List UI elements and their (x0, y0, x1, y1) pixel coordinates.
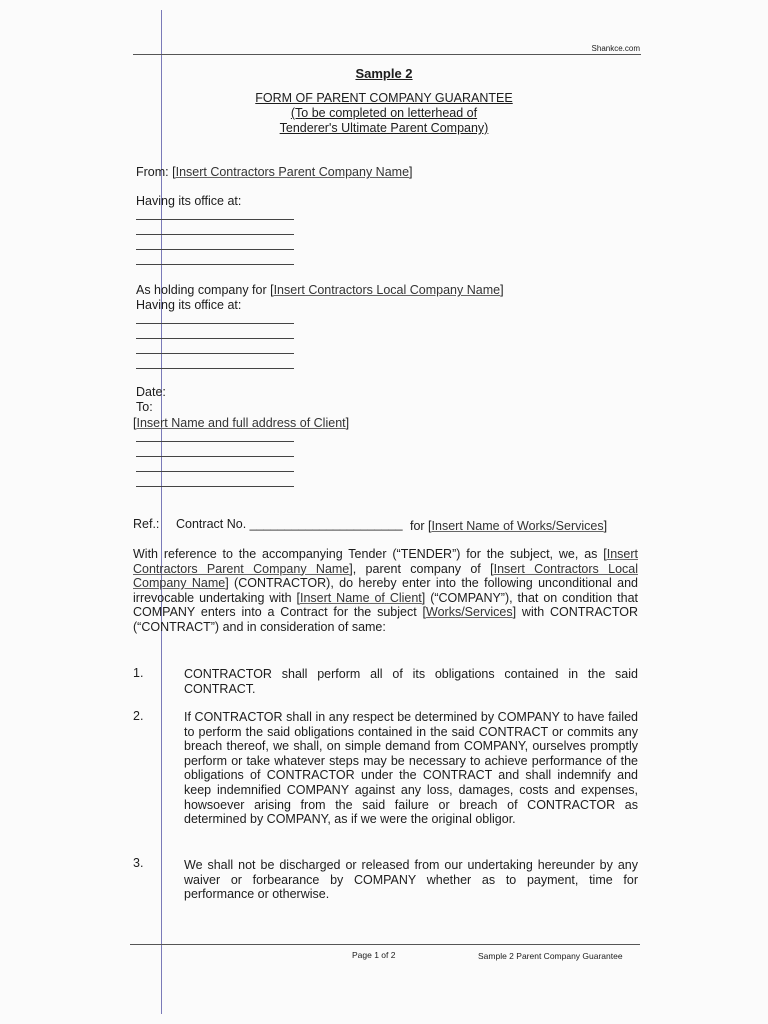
ref-label: Ref.: (133, 517, 160, 531)
contract-no: Contract No. ______________________ (176, 517, 403, 531)
clause-number: 3. (133, 856, 144, 870)
address-blank (136, 456, 294, 457)
holding-placeholder: Insert Contractors Local Company Name (273, 283, 501, 297)
intro-text: ] (CONTRACTOR), do hereby enter into the following unconditional and irrevocable undertaking with [ (133, 576, 638, 605)
address-blank (136, 353, 294, 354)
to-label: To: (136, 400, 153, 414)
address-blank (136, 338, 294, 339)
client-line (133, 416, 349, 430)
client-placeholder: Insert Name and full address of Client (136, 416, 346, 430)
address-blank (136, 471, 294, 472)
address-blank (136, 264, 294, 265)
address-blank (136, 486, 294, 487)
address-blank (136, 441, 294, 442)
clause-text: If CONTRACTOR shall in any respect be determined by COMPANY to have failed to perform the said obligations contained in the said CONTRACT or commits any breach thereof, we shall, on simple demand from COMPANY, ourselves promptly perform or take whatever steps may be necessary to achieve performance of the obligations of CONTRACTOR under the CONTRACT and shall indemnify and keep indemnified COMPANY against any loss, damages, costs and expenses, howsoever arising from the said failure or breach of CONTRACTOR as determined by COMPANY, as if we were the original obligor. (184, 710, 638, 827)
header-rule (133, 54, 641, 55)
works-line (410, 519, 607, 533)
holding-label: As holding company for [ (136, 283, 274, 297)
clause-text: CONTRACTOR shall perform all of its obligations contained in the said CONTRACT. (184, 667, 638, 696)
address-blank (136, 219, 294, 220)
margin-line (161, 10, 162, 1014)
intro-paragraph (133, 547, 638, 635)
office-label-2: Having its office at: (136, 298, 242, 312)
intro-text: ] (“COMPANY”), that on condition that COMPANY enters into a Contract for the subject [ (133, 590, 638, 620)
from-placeholder: Insert Contractors Parent Company Name (175, 165, 410, 179)
address-blank (136, 323, 294, 324)
intro-text: ] with CONTRACTOR (“CONTRACT”) and in consideration of same: (133, 605, 638, 634)
footer-rule (130, 944, 640, 945)
holding-close: ] (500, 283, 504, 297)
intro-placeholder-local: Insert Contractors Local Company Name (133, 561, 638, 591)
intro-text: With reference to the accompanying Tender (“TENDER”) for the subject, we, as [ (133, 547, 607, 561)
clause-number: 1. (133, 666, 144, 680)
works-close: ] (603, 519, 608, 533)
office-label-1: Having its office at: (136, 194, 242, 208)
form-subtitle-line1: (To be completed on letterhead of (290, 106, 478, 120)
client-close: ] (345, 416, 350, 430)
footer-doc-title: Sample 2 Parent Company Guarantee (478, 951, 623, 961)
clause-number: 2. (133, 709, 144, 723)
date-label: Date: (136, 385, 166, 399)
address-blank (136, 234, 294, 235)
form-title: FORM OF PARENT COMPANY GUARANTEE (255, 91, 513, 105)
address-blank (136, 368, 294, 369)
from-line (136, 165, 413, 179)
sample-heading: Sample 2 (355, 66, 413, 81)
clause-text: We shall not be discharged or released from our undertaking hereunder by any waiver or forbearance by COMPANY whether as to payment, time for performance or otherwise. (184, 858, 638, 902)
intro-placeholder-works: Works/Services (426, 605, 513, 620)
form-subtitle-line2: Tenderer's Ultimate Parent Company) (279, 121, 489, 135)
for-label: for [ (410, 519, 432, 533)
from-label: From: [ (136, 165, 176, 179)
site-label: Shankce.com (591, 44, 640, 53)
works-placeholder: Insert Name of Works/Services (431, 519, 604, 533)
page-number: Page 1 of 2 (352, 950, 396, 960)
intro-text: ], parent company of [ (349, 561, 494, 576)
intro-placeholder-client: Insert Name of Client (299, 590, 422, 605)
client-open: [ (133, 416, 137, 430)
address-blank (136, 249, 294, 250)
holding-line (136, 283, 504, 297)
from-close: ] (409, 165, 413, 179)
intro-placeholder-parent: Insert Contractors Parent Company Name (133, 547, 638, 576)
